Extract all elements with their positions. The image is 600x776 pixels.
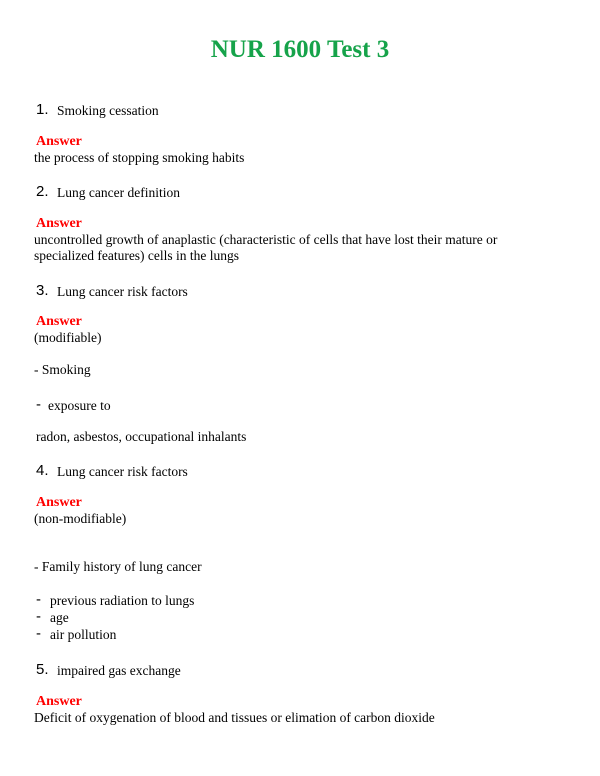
answer-text: uncontrolled growth of anaplastic (characteristic of cells that have lost their mature or specialized features) cells in the lungs (34, 232, 498, 263)
answer-label: Answer (36, 694, 82, 709)
answer-text: the process of stopping smoking habits (34, 150, 245, 165)
bullet-dash: - (36, 591, 41, 608)
answer-text: air pollution (50, 627, 117, 642)
bullet-dash: - (36, 396, 41, 413)
answer-text: radon, asbestos, occupational inhalants (36, 429, 247, 444)
bullet-dash: - (36, 625, 41, 642)
answer-text: age (50, 610, 69, 625)
answer-label: Answer (36, 495, 82, 510)
question-number: 1. (36, 101, 49, 118)
answer-text: - Family history of lung cancer (34, 559, 202, 574)
question-text: Lung cancer definition (57, 185, 180, 200)
answer-label: Answer (36, 216, 82, 231)
document-title: NUR 1600 Test 3 (210, 36, 390, 63)
question-number: 2. (36, 183, 49, 200)
question-text: Smoking cessation (57, 103, 159, 118)
bullet-dash: - (36, 608, 41, 625)
question-text: Lung cancer risk factors (57, 464, 188, 479)
answer-text: Deficit of oxygenation of blood and tissues or elimation of carbon dioxide (34, 710, 435, 725)
question-text: Lung cancer risk factors (57, 284, 188, 299)
answer-text: (non-modifiable) (34, 511, 127, 526)
answer-label: Answer (36, 314, 82, 329)
answer-text: (modifiable) (34, 330, 102, 345)
answer-text: exposure to (48, 398, 111, 413)
answer-text: previous radiation to lungs (50, 593, 195, 608)
question-number: 5. (36, 661, 49, 678)
question-number: 4. (36, 462, 49, 479)
answer-text: - Smoking (34, 362, 91, 377)
question-text: impaired gas exchange (57, 663, 181, 678)
question-number: 3. (36, 282, 49, 299)
answer-label: Answer (36, 134, 82, 149)
